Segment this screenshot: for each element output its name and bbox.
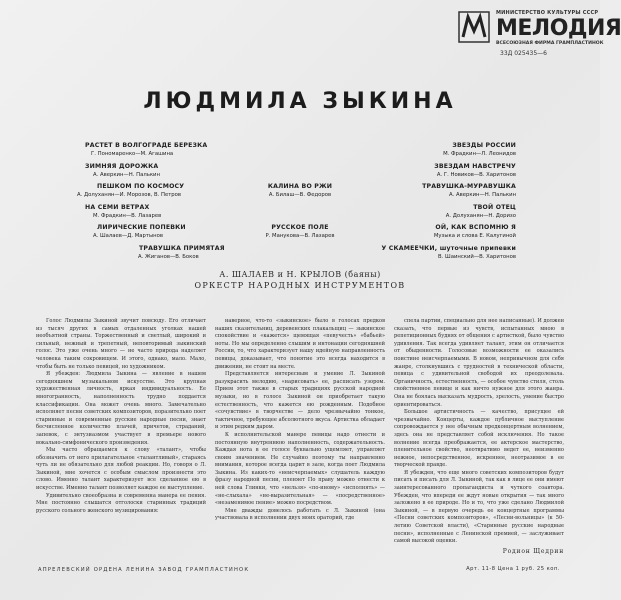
track-title: ПЕШКОМ ПО КОСМОСУ [97, 183, 185, 190]
track-authors: А. Долуханян—И. Морозов, В. Петров [77, 192, 182, 198]
track-authors: А. Шалаев—Д. Мартынов [93, 233, 163, 239]
track-left-2 [85, 163, 160, 178]
track-authors: А. Жиганов—В. Боков [138, 254, 199, 260]
signature: Родион Щедрин [502, 547, 564, 555]
logo-ministry: МИНИСТЕРСТВО КУЛЬТУРЫ СССР [496, 10, 599, 16]
performers-orchestra: ОРКЕСТР НАРОДНЫХ ИНСТРУМЕНТОВ [194, 281, 406, 290]
notes-paragraph: Я убежден, что еще много советских композиторов будут писать и писать для Л. Зыкиной, так как в лице ее они имеют заинтересованного пропагандиста и чуткого соавтора. Убежден, что впереди ее ждут новые открытия — так много заложено в ее природе. Но и то, что уже сделано Людмилой Зыкиной, — в первую очередь ее концертные программы «Песни советских композиторов», «Песни-вольницы» (к 50-летию Советской власти), «Старинные русские народные песни», исполненные с Ленинской премией, — заслуживает самой высокой оценки. [394, 469, 564, 545]
track-left-5 [93, 224, 186, 239]
liner-notes-column-1 [36, 318, 206, 515]
track-authors: А. Аверкин—Н. Палькин [93, 172, 160, 178]
track-center-1 [250, 183, 350, 198]
liner-notes-column-3 [394, 318, 564, 555]
track-title: РАСТЕТ В ВОЛГОГРАДЕ БЕРЕЗКА [85, 142, 208, 149]
track-title: НА СЕМИ ВЕТРАХ [85, 204, 150, 211]
track-title: ЗИМНЯЯ ДОРОЖКА [85, 163, 159, 170]
track-authors: А. Аверкин—Н. Палькин [449, 192, 516, 198]
track-right-4 [446, 204, 516, 219]
logo-firm: ВСЕСОЮЗНАЯ ФИРМА ГРАМПЛАСТИНОК [496, 41, 604, 46]
track-left-3 [77, 183, 185, 198]
track-right-1 [443, 142, 516, 157]
price-article: Арт. 11-8 Цена 1 руб. 25 коп. [466, 566, 560, 572]
track-title: ЗВЕЗДАМ НАВСТРЕЧУ [434, 163, 516, 170]
track-authors: А. Долуханян—Н. Доризо [445, 213, 516, 219]
track-authors: Г. Пономаренко—М. Агашина [91, 151, 174, 157]
track-authors: А. Г. Новиков—В. Харитонов [436, 172, 516, 178]
melodiya-logo [458, 10, 621, 62]
track-right-6 [381, 245, 516, 260]
track-authors: А. Билаш—В. Федоров [268, 192, 332, 198]
track-authors: Музыка и слова Е. Калугиной [433, 233, 516, 239]
track-authors: М. Фрадкин—В. Лазарев [93, 213, 162, 219]
notes-paragraph: спела партии, специально для нее написанные). И должен сказать, что первые из чувств, испытанных мною в репетиционных буднях от общения с артисткой, было чувство удивления. Так всегда удивляет талант, этим он отличается от обыденности. Голосовые возможности ее оказались поистине неисчерпаемыми. В новом, непривычном для себя жанре, столкнувшись с трудностей в технической области, певица с удивительной свободой их преодолевала. Органичность, естественность, — особое чувство стиля, столь свойственное певице и как ничто нужное для этого жанра. Она не боялась высказать мудрость, зрелость, умение быстро ориентироваться. [394, 318, 564, 408]
notes-paragraph: Представляется интересным и умение Л. Зыкиной разукрасить мелодию, «нарисовать» ее, расписать узором. Прием этот также в старых традициях русской народной музыки, но в голосе Зыкиной он приобретает такую естественность, что кажется ею рожденным. Подобное «сочувствие» в творчестве — дело чрезвычайно тонкое, тактичное, требующее абсолютного вкуса. Артистка обладает и этим редким даром. [215, 371, 385, 431]
track-title: ЗВЕЗДЫ РОССИИ [452, 142, 516, 149]
notes-paragraph: наверное, что-то «зыкинское» было в голосах предков наших сказительниц, деревенских плакальщиц — зыкинское спокойствие и «кажется» щемящая «певучесть» «бабьей» ноты. Но мы определенно слышим и интонации сегодняшней России, то, что характеризует нашу идейную направленность певицы, доказывает, что понятие это всегда находится в движении, не стоит на месте. [215, 318, 385, 370]
track-title: ОЙ, КАК ВСПОМНЮ Я [435, 224, 516, 231]
notes-paragraph: Удивительно своеобразна и современна манера ее пения. Мне постоянно слышатся отголоски старинных традиций русского сольного женского музицирования: [36, 492, 206, 514]
notes-paragraph: Большое артистичность — качество, присущее ей чрезвычайно. Концерты, каждое публичное выступление сопровождается у нее обычным предконцертным волнением, здесь она не представляет собой исключения. Но такое волнение всегда преображается, ее актерское мастерство, пленительное свойство, неотвратимо ведет ее, неизменно нежное, непосредственное, искреннее, неотразимое в ее творческой правде. [394, 409, 564, 469]
notes-paragraph: Мне дважды довелось работать с Л. Зыкиной (она участвовала в исполнении двух моих ораторий, где [215, 507, 385, 522]
track-right-2 [434, 163, 516, 178]
track-authors: В. Шаинский—В. Харитонов [438, 254, 516, 260]
logo-brand: МЕЛОДИЯ [496, 16, 621, 41]
track-authors: Р. Манукова—В. Лазарев [265, 233, 335, 239]
track-center-2 [250, 224, 350, 239]
notes-paragraph: Я убежден: Людмила Зыкина — явление в нашем сегодняшнем музыкальном искусстве. Это крупная художественная личность, яркая индивидуальность. Ее многогранность, наполненность трудно поддается классификации. Она может очень много. Замечательно исполняет песни советских композиторов, поразительно поет старинные и современные русские народные песни, знает бесчисленное количество плачей, причетов, страданий, запевок, с энтузиазмом участвует в премьере нового вокально-симфонического произведения. [36, 371, 206, 446]
performers-accordion: А. ШАЛАЕВ и Н. КРЫЛОВ (баяны) [219, 270, 381, 279]
album-title: ЛЮДМИЛА ЗЫКИНА [143, 89, 457, 114]
track-title: ТВОЙ ОТЕЦ [473, 204, 516, 211]
notes-paragraph: Мы часто обращаемся к слову «талант», чтобы обозначить от него прилагательное «талантливый», стараясь чуть ли не обязательно для любой реакции. Но, говоря о Л. Зыкиной, мне хочется с особым смыслом произнести это слово. Именно талант характеризует все сделанное ею в искусстве. Именно талант позволяет каждое ее выступление. [36, 447, 206, 492]
track-title: ТРАВУШКА-МУРАВУШКА [422, 183, 516, 190]
track-authors: М. Фрадкин—Л. Леонидов [443, 151, 516, 157]
track-title: ЛИРИЧЕСКИЕ ПОПЕВКИ [97, 224, 186, 231]
track-right-5 [434, 224, 516, 239]
track-title: ТРАВУШКА ПРИМЯТАЯ [139, 245, 225, 252]
notes-paragraph: К исполнительской манере певицы надо отнести и постоянную внутреннюю наполненность, содержательность. Каждая нота в ее голосе буквально ущемляет, управляет своим значением. Не случайно поэтому ты направленно внимания, которое всегда царит в зале, когда поет Людмила Зыкина. Из каких-то «неисчерпаемых» слушатель каждую фразу народной песни, пленяет По праву можно отнести к ней слова Глинки, что «нельзя» «по-иному» «исполнять» — «не-слыхала» «не-выразительная» — «посредственное» «незаменимое пение» можно посредством. [215, 431, 385, 507]
performers [0, 270, 600, 290]
track-title: КАЛИНА ВО РЖИ [267, 183, 333, 190]
track-title: У СКАМЕЕЧКИ, шуточные припевки [381, 245, 516, 252]
track-left-4 [85, 204, 161, 219]
catalog-number: 33Д 025435—6 [500, 50, 547, 57]
track-left-6 [139, 245, 225, 260]
melodiya-logo-emblem [458, 11, 490, 43]
track-left-1 [85, 142, 207, 157]
track-right-3 [422, 183, 516, 198]
notes-paragraph: Голос Людмилы Зыкиной звучит повсюду. Его отличает из тысяч других в самых отдаленных уголках нашей необъятной страны. Торжественный и светлый, широкий и сильный, нежный и трепетный, неповторимый зыкинский голос. Это уже очень много — не часто природа наделяет человека таким сокровищем. И этого, однако, мало. Мало, чтобы быть не только певицей, но художником. [36, 318, 206, 370]
liner-notes-column-2 [215, 318, 385, 523]
plant-name: АПРЕЛЕВСКИЙ ОРДЕНА ЛЕНИНА ЗАВОД ГРАМПЛАСТИНОК [38, 567, 250, 573]
track-title: РУССКОЕ ПОЛЕ [271, 224, 329, 231]
